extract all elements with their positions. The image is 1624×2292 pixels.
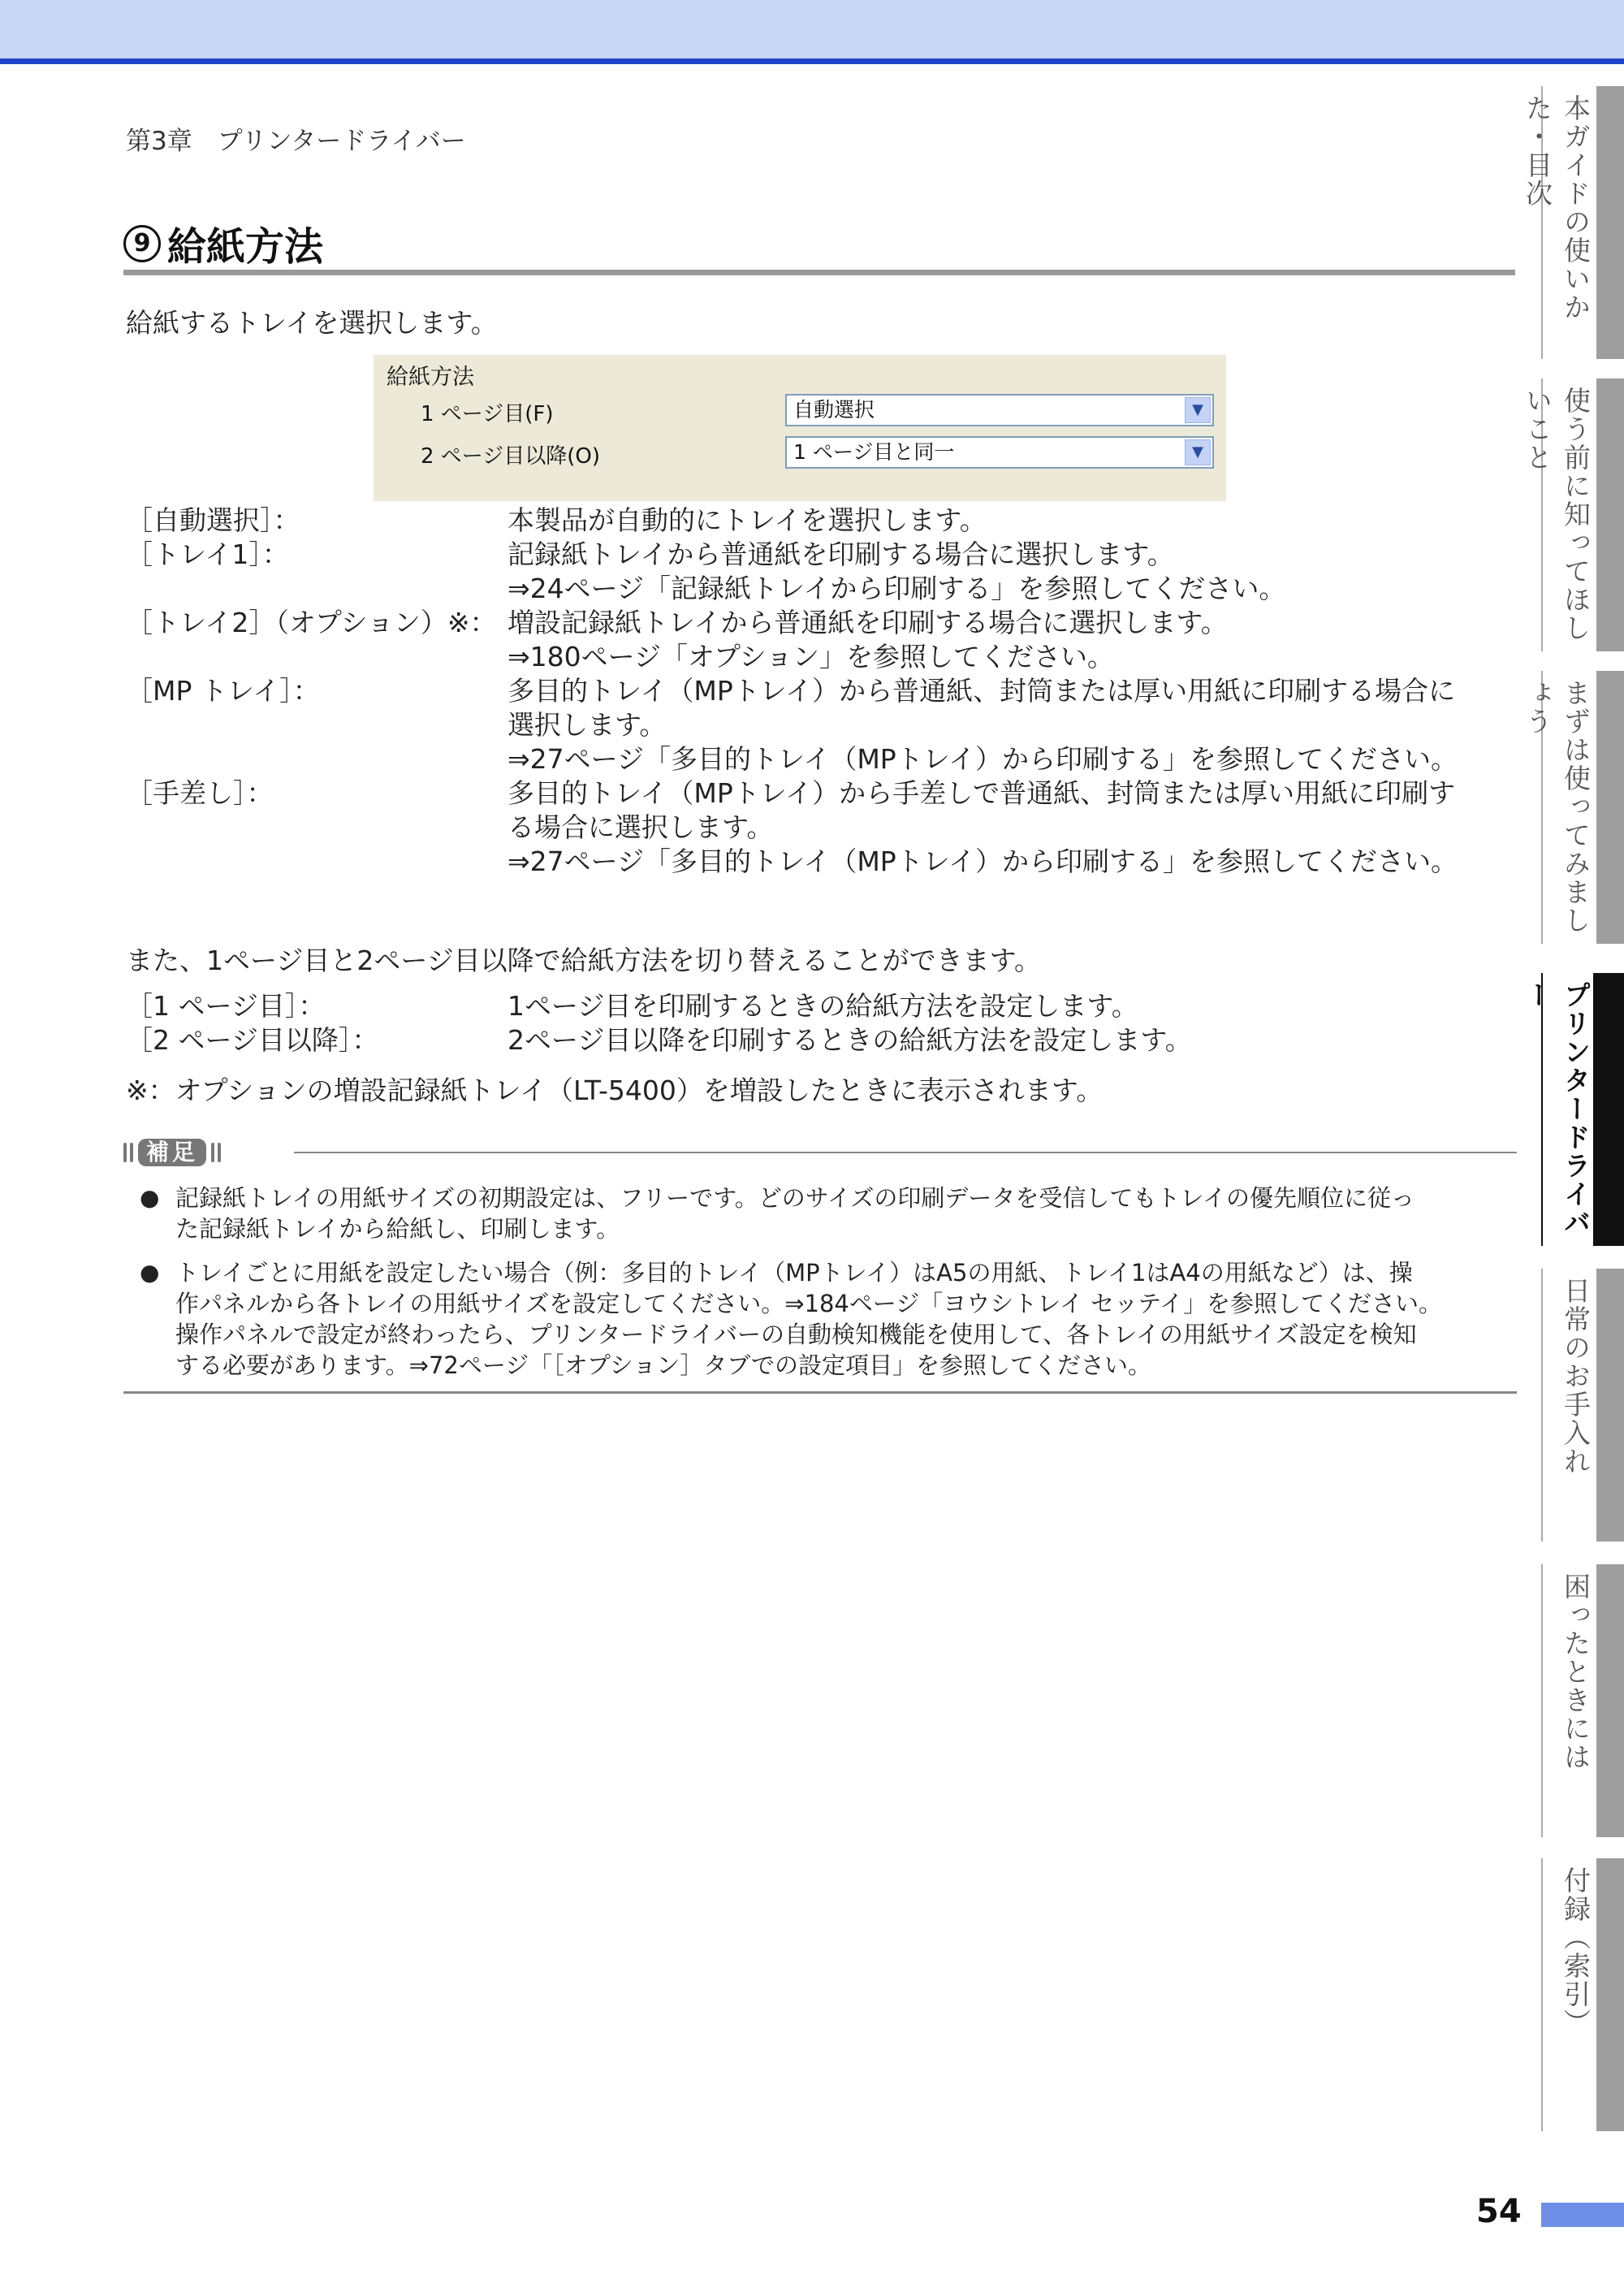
definition-link-line[interactable]: ⇒27ページ「多目的トレイ（MPトレイ）から印刷する」を参照してください。	[508, 743, 1458, 775]
bottom-rule	[123, 1391, 1517, 1394]
bars-icon	[211, 1143, 221, 1162]
chapter-tab-guide[interactable]: 本ガイドの使いかた・目次	[1541, 86, 1624, 359]
chapter-tab-troubleshooting[interactable]: 困ったときには	[1541, 1564, 1624, 1837]
other-pages-select-value: 1 ページ目と同一	[793, 440, 955, 464]
bullet-line: 記録紙トレイの用紙サイズの初期設定は、フリーです。どのサイズの印刷データを受信してもトレイの優先順位に従っ	[175, 1184, 1415, 1212]
definition-line: 本製品が自動的にトレイを選択します。	[508, 504, 987, 536]
top-line	[0, 58, 1624, 64]
dialog-group-label: 給紙方法	[387, 365, 474, 390]
definition-line: 記録紙トレイから普通紙を印刷する場合に選択します。	[508, 538, 1174, 570]
definition-line: る場合に選択します。	[508, 811, 774, 843]
switch-note: また、1ページ目と2ページ目以降で給紙方法を切り替えることができます。	[126, 945, 1042, 976]
bullet-icon: ●	[140, 1184, 160, 1211]
footnote: ※：オプションの増設記録紙トレイ（LT-5400）を増設したときに表示されます。	[126, 1075, 1104, 1106]
definition-term: ［1 ページ目］：	[126, 990, 326, 1022]
other-pages-label: 2 ページ目以降(O)	[421, 444, 601, 469]
definition-line: 1ページ目を印刷するときの給紙方法を設定します。	[508, 990, 1138, 1022]
definition-line: 多目的トレイ（MPトレイ）から普通紙、封筒または厚い用紙に印刷する場合に	[508, 675, 1456, 707]
chevron-down-icon[interactable]: ▼	[1185, 439, 1211, 465]
definition-item	[126, 538, 1522, 606]
definition-line: 増設記録紙トレイから普通紙を印刷する場合に選択します。	[508, 607, 1228, 638]
title-rule	[123, 270, 1515, 275]
bars-icon	[123, 1143, 133, 1162]
bullet-line: トレイごとに用紙を設定したい場合（例：多目的トレイ（MPトレイ）はA5の用紙、トレイ1はA4の用紙など）は、操	[175, 1259, 1413, 1287]
section-title-text: 給紙方法	[167, 224, 324, 270]
list-item	[140, 1183, 1520, 1244]
other-pages-select[interactable]	[785, 436, 1214, 469]
bullet-line: 操作パネルで設定が終わったら、プリンタードライバーの自動検知機能を使用して、各トレイの用紙サイズ設定を検知	[175, 1321, 1417, 1348]
definition-link-line[interactable]: ⇒180ページ「オプション」を参照してください。	[508, 641, 1115, 672]
top-band	[0, 0, 1624, 58]
definition-term: ［2 ページ目以降］：	[126, 1024, 379, 1056]
intro-text: 給紙するトレイを選択します。	[126, 307, 498, 339]
first-page-select-value: 自動選択	[793, 398, 875, 422]
supplement-bullets	[140, 1183, 1520, 1394]
paper-source-dialog	[374, 355, 1226, 501]
section-title	[123, 215, 323, 271]
definition-line: 選択します。	[508, 709, 667, 741]
definition-item	[126, 1023, 1522, 1057]
bullet-link-line[interactable]: 作パネルから各トレイの用紙サイズを設定してください。⇒184ページ「ヨウシトレイ セッテイ」を参照してください。	[175, 1290, 1443, 1317]
definition-term: ［自動選択］：	[126, 504, 300, 536]
definition-term: ［トレイ1］：	[126, 538, 289, 570]
section-number: 9	[123, 225, 161, 262]
page-number-bar	[1541, 2203, 1624, 2227]
chapter-tab-maintenance[interactable]: 日常のお手入れ	[1541, 1269, 1624, 1542]
chapter-tab-printer-driver[interactable]: プリンタードライバー	[1541, 973, 1624, 1246]
definition-line: 2ページ目以降を印刷するときの給紙方法を設定します。	[508, 1024, 1192, 1056]
option-definitions	[126, 504, 1522, 879]
bullet-line: た記録紙トレイから給紙し、印刷します。	[175, 1215, 620, 1243]
chapter-tab-before-use[interactable]: 使う前に知ってほしいこと	[1541, 378, 1624, 651]
list-item	[140, 1257, 1520, 1381]
chapter-tab-getting-started[interactable]: まずは使ってみましょう	[1541, 671, 1624, 944]
definition-link-line[interactable]: ⇒24ページ「記録紙トレイから印刷する」を参照してください。	[508, 573, 1286, 604]
definition-line: 多目的トレイ（MPトレイ）から手差しで普通紙、封筒または厚い用紙に印刷す	[508, 777, 1456, 809]
definition-item	[126, 989, 1522, 1023]
definition-item	[126, 504, 1522, 538]
first-page-select[interactable]	[785, 394, 1214, 426]
chapter-tab-appendix[interactable]: 付録（索引）	[1541, 1858, 1624, 2131]
chevron-down-icon[interactable]: ▼	[1185, 397, 1211, 423]
definition-term: ［MP トレイ］：	[126, 675, 320, 707]
definition-term: ［手差し］：	[126, 777, 274, 809]
page-definitions	[126, 989, 1522, 1057]
definition-term: ［トレイ2］（オプション）※：	[126, 607, 497, 638]
supplement-header	[123, 1139, 1517, 1166]
breadcrumb: 第3章 プリンタードライバー	[126, 127, 466, 156]
definition-item	[126, 606, 1522, 674]
supplement-badge: 補足	[138, 1139, 206, 1166]
first-page-label: 1 ページ目(F)	[421, 402, 554, 426]
definition-item	[126, 674, 1522, 776]
definition-item	[126, 776, 1522, 879]
bullet-icon: ●	[140, 1259, 160, 1286]
definition-link-line[interactable]: ⇒27ページ「多目的トレイ（MPトレイ）から印刷する」を参照してください。	[508, 845, 1458, 877]
supplement-rule	[294, 1152, 1517, 1153]
page-number: 54	[1476, 2193, 1522, 2230]
bullet-link-line[interactable]: する必要があります。⇒72ページ「［オプション］タブでの設定項目」を参照してください。	[175, 1351, 1152, 1379]
